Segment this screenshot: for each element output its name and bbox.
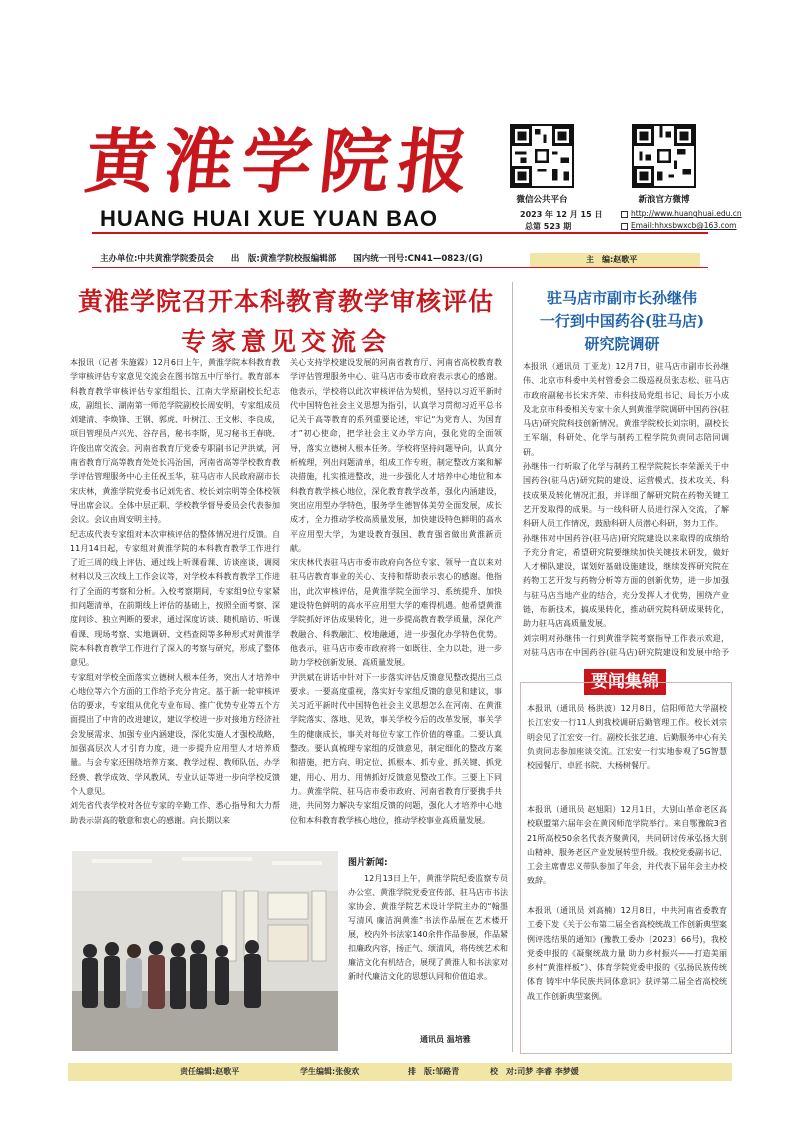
sponsor: 主办单位:中共黄淮学院委员会	[100, 254, 214, 264]
website-checkbox-icon	[621, 211, 628, 218]
news-brief-title: 要闻集锦	[584, 669, 666, 695]
serial-number: 国内统一刊号:CN41—0823/(G)	[353, 254, 483, 264]
masthead-pinyin: HUANG HUAI XUE YUAN BAO	[100, 206, 438, 231]
column-divider	[512, 282, 513, 1052]
photo-news-title: 图片新闻:	[348, 858, 388, 868]
footer-proofread: 校 对:司梦 李睿 李梦媛	[490, 1067, 579, 1076]
publisher: 出 版:黄淮学院校报编辑部	[230, 254, 337, 264]
lead-headline: 黄淮学院召开本科教育教学审核评估	[77, 287, 494, 316]
chief-editor: 主 编:赵歌平	[530, 253, 700, 267]
website-link[interactable]: http://www.huanghuai.edu.cn	[631, 209, 742, 218]
wechat-qr-code	[510, 124, 574, 188]
exhibition-photo	[72, 851, 338, 1051]
news-brief-item-3: 本报讯（通讯员 刘高楠）12月8日，中共河南省委教育工委下发《关于公布第二届全省高校统战工作创新典型案例评选结果的通知》(豫教工委办〔2023〕66号)，我校党委申报的《凝聚统战力量 助力乡村振兴——打造美丽乡村“黄淮样板”》、体育学院党委申报的《弘扬民族传统体育 铸牢中华民族共同体意识》获评第二届全省高校统战工作创新典型案例。	[527, 906, 727, 1001]
wechat-label: 微信公共平台	[516, 195, 568, 205]
publication-info	[100, 252, 483, 264]
issue-number: 总第 523 期	[525, 222, 572, 231]
footer-student-editor: 学生编辑:张俊欢	[300, 1067, 360, 1076]
weibo-label: 新浪官方微博	[638, 195, 690, 205]
email-link[interactable]: Email:hhxsbwxcb@163.com	[631, 221, 737, 230]
footer-layout: 排 版:邹路青	[408, 1067, 460, 1076]
weibo-qr-code	[632, 124, 696, 188]
masthead-rule	[92, 232, 708, 234]
email-checkbox-icon	[621, 223, 628, 230]
issue-date: 2023 年 12 月 15 日	[520, 210, 603, 219]
side-headline-line-1: 驻马店市副市长孙继伟	[546, 289, 697, 307]
photo-news-credit: 通讯员 温培雅	[420, 1035, 471, 1044]
masthead-title: 黄淮学院报	[81, 120, 481, 203]
news-brief-item-2: 本报讯（通讯员 赵旭阳）12月1日，大别山革命老区高校联盟第六届年会在黄冈师范学院举行。来自鄂豫皖3省21所高校50余名代表齐聚黄冈，共同研讨传承弘扬大别山精神、服务老区产业发展转型升级。我校党委副书记、工会主席曹忠义带队参加了年会，并代表下届年会主办校致辞。	[527, 805, 727, 886]
footer-editor: 责任编辑:赵歌平	[180, 1067, 240, 1076]
lead-article-column-2: 关心支持学校建设发展的河南省教育厅、河南省高校教育教学评估管理服务中心、驻马店市委市政府表示衷心的感谢。他表示，学校将以此次审核评估为契机，坚持以习近平新时代中国特色社会主义思想为指引，认真学习贯彻习近平总书记关于高等教育的系列重要论述，牢记“为党育人、为国育才”初心使命，把学社会主义办学方向，强化党的全面领导，落实立德树人根本任务。学校将坚持问题导向，认真分析梳理，列出问题清单，组成工作专班，制定整改方案和解决措施，扎实推进整改，进一步强化人才培养中心地位和本科教育教学核心地位，深化教育教学改革，强化内涵建设，突出应用型办学特色，服务学生德智体美劳全面发展，成长成才，全力推动学校高质量发展，加快建设特色鲜明的高水平应用型大学，为建设教育强国、教育强省做出黄淮新贡献。 宋庆林代表驻马店市委市政府向各位专家、领导一直以来对驻马店教育事业的关心、支持和帮助表示衷心的感谢。他指出，此次审核评估，是黄淮学院全面学习、系统提升、加快建设特色鲜明的高水平应用型大学的难得机遇。他希望黄淮学院抓好评估成果转化，进一步提高教育教学质量，深化产教融合、科教融汇、校地融通，进一步强化办学特色优势。他表示，驻马店市委市政府将一如既往、全力以赴，进一步助力学校创新发展、高质量发展。 尹洪斌在讲话中针对下一步落实评估反馈意见整改提出三点要求。一要高度重视，落实好专家组反馈的意见和建议，事关习近平新时代中国特色社会主义思想怎么在河南、在黄淮学院落实、落地、见效，事关学校今后的改革发展，事关学生的健康成长，事关对每位专家工作价值的尊重。二要认真整改。要认真梳理专家组的反馈意见，制定细化的整改方案和措施，把方向、明定位、抓根本、抓专业、抓关键、抓党建，用心、用力、用情抓好反馈意见整改工作。三要上下同力。黄淮学院、驻马店市委市政府、河南省教育厅要携手共进，共同努力解决专家组反馈的问题，强化人才培养中心地位和本科教育教学核心地位，推动学校事业高质量发展。	[290, 358, 502, 825]
photo-news-text: 12月13日上午，黄淮学院纪委监察专员办公室、黄淮学院党委宣传部、驻马店市书法家协会、黄淮学院艺术设计学院主办的“翰墨写清风 廉洁润黄淮”书法作品展在艺术楼开展，校内外书法家140余件作品参展，作品紧扣廉政内容，扬正气、颂清风，将传统艺术和廉洁文化有机结合，展现了黄淮人和书法家对新时代廉洁文化的思想认同和价值追求。	[348, 874, 508, 981]
side-headline-line-2: 一行到中国药谷(驻马店)	[539, 312, 705, 330]
footer-credits	[68, 1063, 732, 1081]
lead-subheadline: 专家意见交流会	[180, 327, 391, 356]
news-brief-item-1: 本报讯（通讯员 杨洪波）12月8日，信阳师范大学副校长江宏安一行11人到我校调研后勤管理工作。校长刘宗明会见了江宏安一行。副校长张艺迪、后勤服务中心有关负责同志参加座谈交流。江宏安一行实地参观了5G智慧校园餐厅、卓匠书院、大杨树餐厅。	[527, 704, 727, 771]
side-article-body: 本报讯（通讯员 丁亚龙）12月7日，驻马店市副市长孙继伟、北京市科委中关村管委会二级巡视员张志松、驻马店市政府副秘书长宋齐荣、市科技局党组书记、局长万小成及北京市科委相关专家十余人到黄淮学院调研中国药谷(驻马店)研究院科技创新情况。黄淮学院校长刘宗明，副校长王军瑞，科研处、化学与制药工程学院负责同志陪同调研。 孙继伟一行听取了化学与制药工程学院院长李荣源关于中国药谷(驻马店)研究院的建设、运营模式、技术攻关、科技成果及转化情况汇报，并详细了解研究院在药物关键工艺开发取得的成果。与一线科研人员进行深入交流，了解科研人员工作情况，鼓励科研人员潜心科研，努力工作。 孙继伟对中国药谷(驻马店)研究院建设以来取得的成绩给予充分肯定，希望研究院要继续加快关键技术研发，做好人才梯队建设，谋划好基础设施建设，继续发挥研究院在药物工艺开发与药物分析等方面的创新优势，进一步加强与驻马店当地产业的结合，充分发挥人才优势，围绕产业链，布新技术，搞成果转化，推动研究院科研成果转化，助力驻马店高质量发展。 刘宗明对孙继伟一行到黄淮学院考察指导工作表示欢迎，对驻马店市在中国药谷(驻马店)研究院建设和发展中给予	[523, 362, 729, 657]
publication-rule	[92, 267, 708, 268]
side-headline-line-3: 研究院调研	[584, 335, 660, 353]
lead-article-column-1: 本报讯（记者 朱施霖）12月6日上午，黄淮学院本科教育教学审核评估专家意见交流会在图书馆五中厅举行。教育部本科教育教学审核评估专家组组长、江南大学原副校长纪志成，副组长、湖南第一师范学院副校长周安明，专家组成员刘建清、李焕锋、王钢、郭虎、叶树江、王文彬、李良成，项目管理员卢兴光、谷存昌，秘书李斯，见习秘书王春晓、许俊出席交流会。河南省教育厅党委专职副书记尹洪斌，河南省教育厅高等教育处处长冯治国，河南省高等学校教育教学评估管理服务中心主任祝玉华，驻马店市人民政府副市长宋庆林，黄淮学院党委书记刘先省、校长刘宗明等全体校领导出席会议。全体中层正职、学校教学督导委员会代表参加会议。会议由周安明主持。 纪志成代表专家组对本次审核评估的整体情况进行反馈。自11月14日起，专家组对黄淮学院的本科教育教学工作进行了近三周的线上评估、通过线上听课看课、访谈座谈、调阅材料以及三次线上工作会议等，对学校本科教育教学工作进行了全面的考察和分析。入校考察期间，专家组9位专家紧扣问题清单，在前期线上评估的基础上，按照全面考察、深度问诊、独立判断的要求，通过深度访谈、随机暗访、听课看课、现场考察、实地调研、文档查阅等多种形式对黄淮学院本科教育教学工作进行了深入的考察与研究，形成了整体意见。 专家组对学校全面落实立德树人根本任务，突出人才培养中心地位等六个方面的工作给予充分肯定。基于新一轮审核评估的要求，专家组从优化专业布局、推广优势专业等五个方面提出了中肯的改进建议，建议学校进一步对接地方经济社会发展需求、加强专业内涵建设，深化实施人才强校战略，加强高层次人才引育力度，进一步提升应用型人才培养质量。与会专家还围绕培养方案、教学过程、教师队伍、办学经费、教学成效、学风教风、专业认证等进一步向学校反馈个人意见。 刘先省代表学校对各位专家的辛勤工作、悉心指导和大力帮助表示崇高的敬意和衷心的感谢。向长期以来	[70, 358, 280, 825]
